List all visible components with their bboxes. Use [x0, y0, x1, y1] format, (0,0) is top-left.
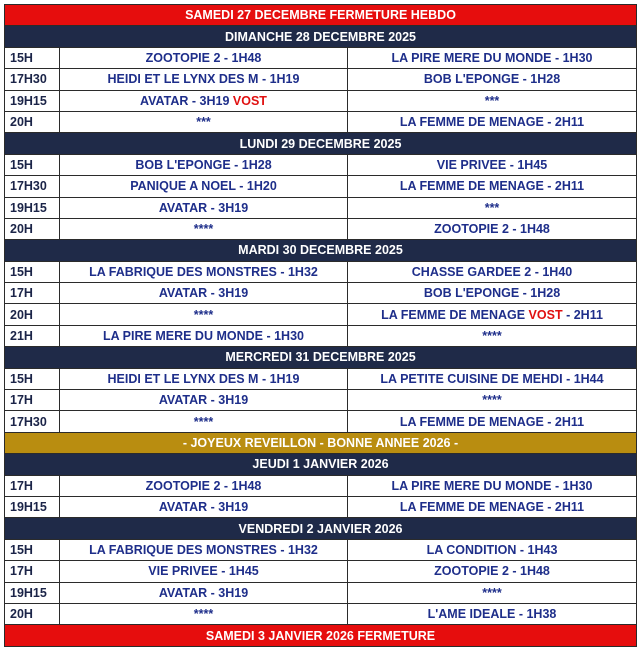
showtime-time: 15H	[5, 368, 60, 389]
banner-row	[5, 454, 637, 475]
film-left: LA FABRIQUE DES MONSTRES - 1H32	[60, 539, 348, 560]
showtime-time: 15H	[5, 539, 60, 560]
showtime-row	[5, 176, 637, 197]
showtime-time: 20H	[5, 304, 60, 325]
schedule-table	[4, 4, 637, 647]
film-right: LA PETITE CUISINE DE MEHDI - 1H44	[348, 368, 637, 389]
film-right: BOB L'EPONGE - 1H28	[348, 69, 637, 90]
film-left: HEIDI ET LE LYNX DES M - 1H19	[60, 368, 348, 389]
schedule-body	[5, 5, 637, 647]
film-right: LA PIRE MERE DU MONDE - 1H30	[348, 475, 637, 496]
film-right: LA FEMME DE MENAGE - 2H11	[348, 111, 637, 132]
showtime-time: 19H15	[5, 197, 60, 218]
showtime-time: 19H15	[5, 582, 60, 603]
film-left: ****	[60, 304, 348, 325]
showtime-time: 17H30	[5, 176, 60, 197]
film-left: ZOOTOPIE 2 - 1H48	[60, 47, 348, 68]
banner-label: DIMANCHE 28 DECEMBRE 2025	[5, 26, 637, 47]
film-title: AVATAR - 3H19	[140, 93, 230, 108]
showtime-time: 15H	[5, 154, 60, 175]
film-left: HEIDI ET LE LYNX DES M - 1H19	[60, 69, 348, 90]
showtime-row	[5, 496, 637, 517]
showtime-time: 21H	[5, 325, 60, 346]
banner-label: SAMEDI 27 DECEMBRE FERMETURE HEBDO	[5, 5, 637, 26]
showtime-time: 20H	[5, 111, 60, 132]
film-right: ZOOTOPIE 2 - 1H48	[348, 218, 637, 239]
film-right: LA FEMME DE MENAGE - 2H11	[348, 496, 637, 517]
showtime-row	[5, 154, 637, 175]
film-left: AVATAR - 3H19	[60, 283, 348, 304]
showtime-time: 17H	[5, 283, 60, 304]
film-right: ZOOTOPIE 2 - 1H48	[348, 561, 637, 582]
film-right: ***	[348, 90, 637, 111]
showtime-row	[5, 475, 637, 496]
film-left: ***	[60, 111, 348, 132]
showtime-row	[5, 90, 637, 111]
showtime-row	[5, 368, 637, 389]
banner-label: SAMEDI 3 JANVIER 2026 FERMETURE	[5, 625, 637, 646]
film-right: BOB L'EPONGE - 1H28	[348, 283, 637, 304]
showtime-time: 15H	[5, 47, 60, 68]
banner-label: - JOYEUX REVEILLON - BONNE ANNEE 2026 -	[5, 432, 637, 453]
showtime-row	[5, 304, 637, 325]
showtime-time: 20H	[5, 603, 60, 624]
showtime-time: 17H	[5, 561, 60, 582]
film-right: LA CONDITION - 1H43	[348, 539, 637, 560]
showtime-row	[5, 390, 637, 411]
film-right: ****	[348, 325, 637, 346]
showtime-time: 17H	[5, 475, 60, 496]
banner-label: MERCREDI 31 DECEMBRE 2025	[5, 347, 637, 368]
vost-badge: VOST	[528, 307, 563, 322]
banner-row	[5, 347, 637, 368]
banner-label: MARDI 30 DECEMBRE 2025	[5, 240, 637, 261]
film-left: ****	[60, 603, 348, 624]
showtime-time: 17H	[5, 390, 60, 411]
film-left: LA FABRIQUE DES MONSTRES - 1H32	[60, 261, 348, 282]
showtime-row	[5, 111, 637, 132]
banner-row	[5, 625, 637, 646]
banner-label: VENDREDI 2 JANVIER 2026	[5, 518, 637, 539]
banner-label: JEUDI 1 JANVIER 2026	[5, 454, 637, 475]
showtime-row	[5, 325, 637, 346]
film-right: CHASSE GARDEE 2 - 1H40	[348, 261, 637, 282]
showtime-row	[5, 197, 637, 218]
film-right: LA FEMME DE MENAGE - 2H11	[348, 411, 637, 432]
film-left: ZOOTOPIE 2 - 1H48	[60, 475, 348, 496]
showtime-row	[5, 561, 637, 582]
banner-row	[5, 5, 637, 26]
showtime-row	[5, 69, 637, 90]
film-left: AVATAR - 3H19	[60, 197, 348, 218]
film-right: ***	[348, 197, 637, 218]
film-title: LA FEMME DE MENAGE	[381, 307, 526, 322]
showtime-time: 17H30	[5, 411, 60, 432]
vost-badge: VOST	[232, 93, 267, 108]
showtime-time: 17H30	[5, 69, 60, 90]
showtime-row	[5, 261, 637, 282]
film-right: LA FEMME DE MENAGE - 2H11	[348, 176, 637, 197]
showtime-row	[5, 539, 637, 560]
film-left: AVATAR - 3H19	[60, 496, 348, 517]
showtime-row	[5, 582, 637, 603]
showtime-time: 19H15	[5, 496, 60, 517]
film-right	[348, 304, 637, 325]
banner-row	[5, 133, 637, 154]
film-left: LA PIRE MERE DU MONDE - 1H30	[60, 325, 348, 346]
film-duration: - 2H11	[566, 307, 603, 322]
showtime-row	[5, 603, 637, 624]
film-left	[60, 90, 348, 111]
film-left: ****	[60, 218, 348, 239]
film-left: ****	[60, 411, 348, 432]
banner-row	[5, 240, 637, 261]
film-right: ****	[348, 390, 637, 411]
film-left: VIE PRIVEE - 1H45	[60, 561, 348, 582]
showtime-time: 20H	[5, 218, 60, 239]
film-right: L'AME IDEALE - 1H38	[348, 603, 637, 624]
film-right: LA PIRE MERE DU MONDE - 1H30	[348, 47, 637, 68]
film-left: AVATAR - 3H19	[60, 582, 348, 603]
film-right: ****	[348, 582, 637, 603]
film-right: VIE PRIVEE - 1H45	[348, 154, 637, 175]
showtime-row	[5, 218, 637, 239]
banner-label: LUNDI 29 DECEMBRE 2025	[5, 133, 637, 154]
banner-row	[5, 26, 637, 47]
film-left: PANIQUE A NOEL - 1H20	[60, 176, 348, 197]
film-left: AVATAR - 3H19	[60, 390, 348, 411]
showtime-time: 19H15	[5, 90, 60, 111]
showtime-row	[5, 283, 637, 304]
showtime-time: 15H	[5, 261, 60, 282]
showtime-row	[5, 411, 637, 432]
showtime-row	[5, 47, 637, 68]
film-left: BOB L'EPONGE - 1H28	[60, 154, 348, 175]
banner-row	[5, 432, 637, 453]
banner-row	[5, 518, 637, 539]
